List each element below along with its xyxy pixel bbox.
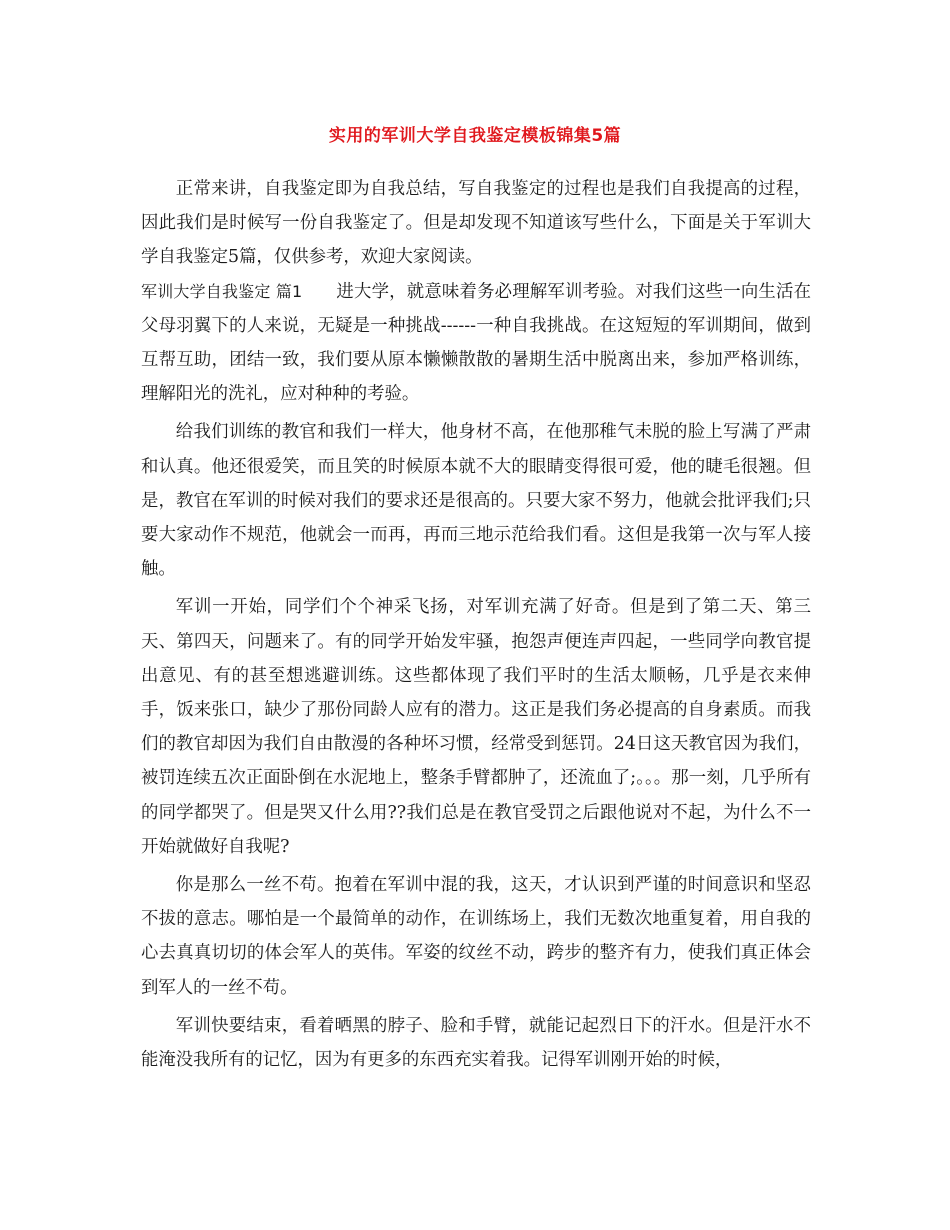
section-label: 军训大学自我鉴定 篇1	[141, 281, 303, 301]
intro-paragraph: 正常来讲，自我鉴定即为自我总结，写自我鉴定的过程也是我们自我提高的过程，因此我们是时候写一份自我鉴定了。但是却发现不知道该写些什么，下面是关于军训大学自我鉴定5篇，仅供参考，欢迎大家阅读。	[141, 179, 811, 268]
body-paragraph: 给我们训练的教官和我们一样大，他身材不高，在他那稚气未脱的脸上写满了严肃和认真。他还很爱笑，而且笑的时候原本就不大的眼睛变得很可爱，他的睫毛很翘。但是，教官在军训的时候对我们的要求还是很高的。只要大家不努力，他就会批评我们;只要大家动作不规范，他就会一而再，再而三地示范给我们看。这但是我第一次与军人接触。	[141, 422, 811, 580]
section-paragraph-1	[141, 275, 811, 412]
body-paragraph: 军训一开始，同学们个个神采飞扬，对军训充满了好奇。但是到了第二天、第三天、第四天，问题来了。有的同学开始发牢骚，抱怨声便连声四起，一些同学向教官提出意见、有的甚至想逃避训练。这些都体现了我们平时的生活太顺畅，几乎是衣来伸手，饭来张口，缺少了那份同龄人应有的潜力。这正是我们务必提高的自身素质。而我们的教官却因为我们自由散漫的各种坏习惯，经常受到惩罚。24日这天教官因为我们，被罚连续五次正面卧倒在水泥地上，整条手臂都肿了，还流血了;。。。那一刻，几乎所有的同学都哭了。但是哭又什么用??我们总是在教官受罚之后跟他说对不起，为什么不一开始就做好自我呢?	[141, 597, 811, 857]
body-paragraph: 军训快要结束，看着晒黑的脖子、脸和手臂，就能记起烈日下的汗水。但是汗水不能淹没我所有的记忆，因为有更多的东西充实着我。记得军训刚开始的时候，	[141, 1015, 811, 1071]
body-paragraph: 你是那么一丝不苟。抱着在军训中混的我，这天，才认识到严谨的时间意识和坚忍不拔的意志。哪怕是一个最简单的动作，在训练场上，我们无数次地重复着，用自我的心去真真切切的体会军人的英伟。军姿的纹丝不动，跨步的整齐有力，使我们真正体会到军人的一丝不苟。	[141, 875, 811, 998]
section-first-text: 进大学，就意味着务必理解军训考验。对我们这些一向生活在父母羽翼下的人来说，无疑是一种挑战------一种自我挑战。在这短短的军训期间，做到互帮互助，团结一致，我们要从原本懒懒散散的暑期生活中脱离出来，参加严格训练，理解阳光的洗礼，应对种种的考验。	[141, 281, 811, 405]
document-title: 实用的军训大学自我鉴定模板锦集5篇	[328, 126, 622, 146]
document-body	[141, 172, 811, 1077]
